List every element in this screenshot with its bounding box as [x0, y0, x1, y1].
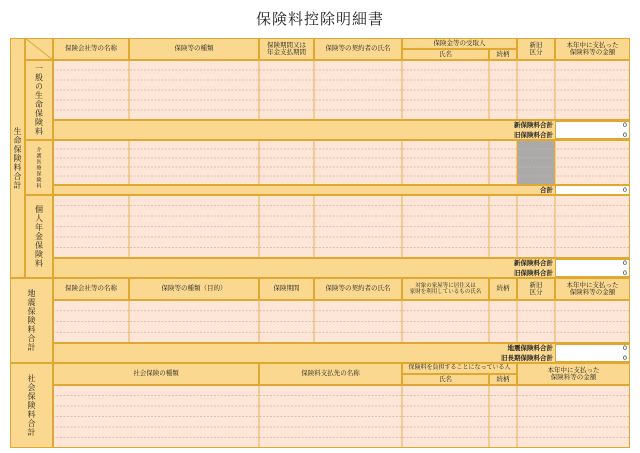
s-hdr-amount-label: 本年中に支払った 保険料等の金額 — [547, 365, 600, 381]
general-new-total-value: 0 — [622, 121, 627, 129]
pension-new-total-label: 新保険料合計 — [514, 259, 553, 267]
s-hdr-kind-label: 社会保険の種類 — [133, 369, 179, 378]
diagonal-line — [25, 38, 53, 60]
social-section-label: 社会保険料合計 — [27, 374, 36, 437]
pension-old-total-label: 旧保険料合計 — [514, 269, 553, 277]
pension-input-area[interactable] — [53, 195, 630, 258]
general-old-total-label: 旧保険料合計 — [514, 131, 553, 139]
pension-label: 個人年金保険料 — [34, 205, 44, 268]
oldlong-total-value: 0 — [622, 354, 627, 362]
s-hdr-payee-label: 保険料支払先の名称 — [301, 369, 360, 378]
care-newold-disabled — [517, 140, 555, 185]
hdr-contractor-label: 保険等の契約者の氏名 — [325, 44, 391, 53]
page-title: 保険料控除明細書 — [255, 10, 384, 28]
hdr-name-label: 氏名 — [439, 49, 452, 58]
quake-total-value: 0 — [622, 344, 627, 352]
q-hdr-family-label: 対象の家屋等に居住又は 家財を利用しているもの氏名 — [409, 282, 482, 295]
hdr-type-label: 保険等の種類 — [174, 44, 214, 53]
general-input-area[interactable] — [53, 60, 630, 120]
hdr-recipient-label: 保険金等の受取人 — [433, 38, 486, 47]
hdr-relation-label: 続柄 — [496, 49, 510, 58]
q-hdr-contractor-label: 保険等の契約者の氏名 — [325, 284, 391, 293]
general-new-total-label: 新保険料合計 — [514, 121, 553, 129]
quake-section-label: 地震保険料合計 — [27, 289, 36, 352]
s-hdr-burden-label: 保険料を負担することになっている人 — [408, 364, 511, 372]
corner-cell — [25, 38, 53, 60]
s-hdr-name-label: 氏名 — [439, 374, 452, 383]
q-hdr-period-label: 保険期間 — [273, 284, 300, 293]
q-hdr-company-label: 保険会社等の名称 — [65, 284, 117, 293]
q-hdr-amount-label: 本年中に支払った 保険料等の金額 — [566, 280, 619, 296]
q-hdr-newold-label: 新旧 区分 — [529, 280, 543, 296]
hdr-newold-label: 新旧 区分 — [529, 40, 543, 56]
pension-old-total-value: 0 — [622, 269, 627, 277]
pension-new-total-value: 0 — [622, 259, 627, 267]
general-label: 一般の生命保険料 — [34, 64, 44, 136]
hdr-amount-label: 本年中に支払った 保険料等の金額 — [566, 40, 619, 56]
life-section-label: 生命保険料合計 — [13, 126, 22, 190]
social-input-area[interactable] — [53, 385, 630, 448]
care-label: 介護医療保険料 — [35, 146, 42, 189]
q-hdr-relation-label: 続柄 — [496, 284, 510, 293]
care-total-label: 合計 — [540, 186, 553, 194]
hdr-company-label: 保険会社等の名称 — [65, 44, 117, 53]
quake-input-area[interactable] — [53, 300, 630, 343]
quake-total-label: 地震保険料合計 — [507, 344, 553, 352]
oldlong-total-label: 旧長期保険料合計 — [501, 354, 553, 362]
deduction-sheet — [10, 38, 630, 448]
general-old-total-value: 0 — [622, 131, 627, 139]
care-total-value: 0 — [622, 186, 627, 194]
hdr-period-label: 保険期間又は 年金支払期間 — [267, 40, 306, 56]
s-hdr-relation-label: 続柄 — [496, 374, 510, 383]
q-hdr-type-label: 保険等の種類（目的） — [161, 284, 227, 293]
